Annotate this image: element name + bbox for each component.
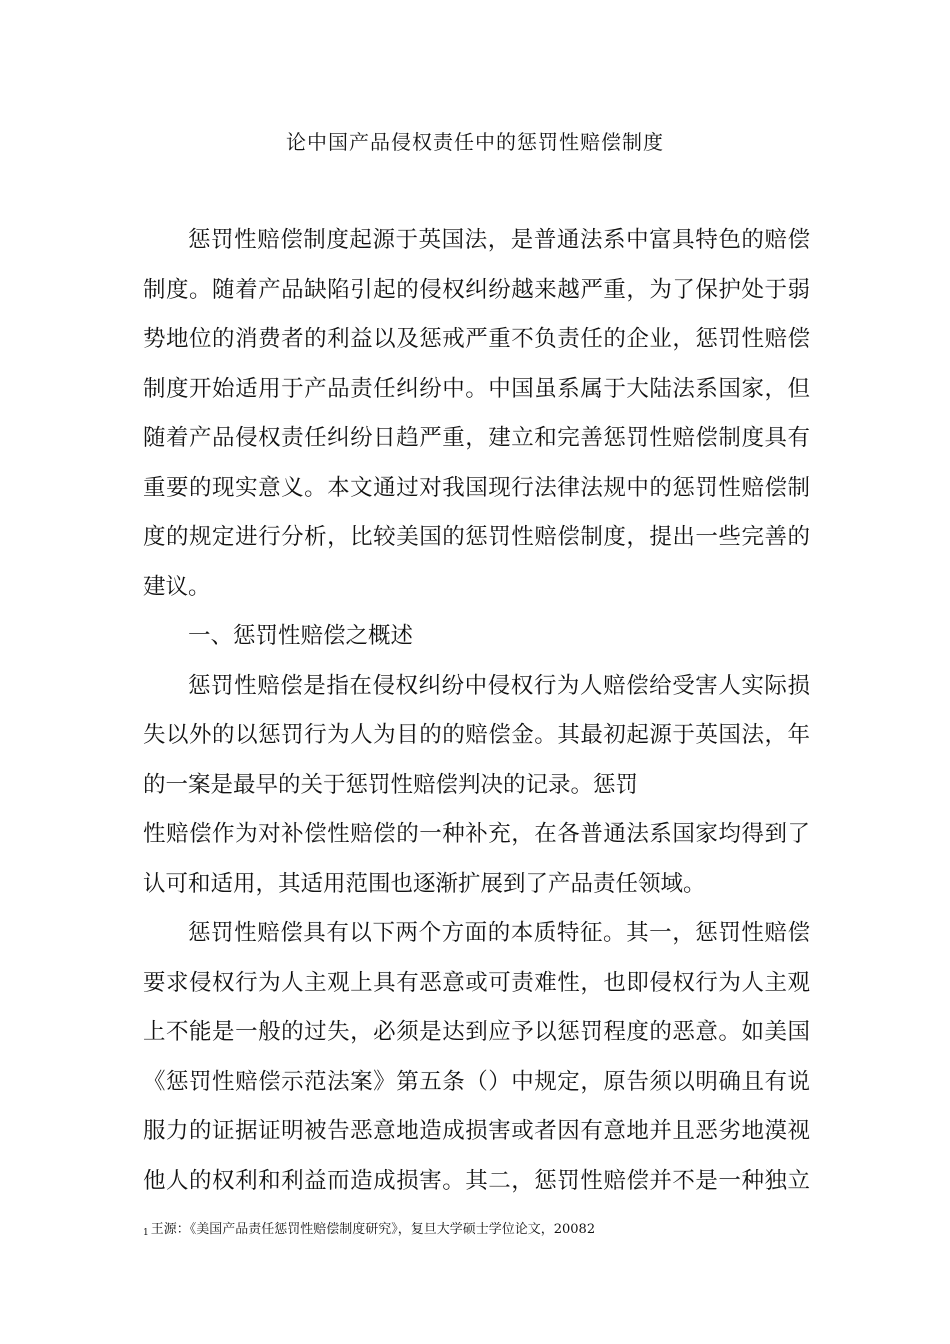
text-line: 一、惩罚性赔偿之概述 xyxy=(188,623,414,649)
text-line: 认可和适用，其适用范围也逐渐扩展到了产品责任领域。 xyxy=(143,870,706,897)
footnote xyxy=(143,1221,595,1242)
text-line: 性赔偿作为对补偿性赔偿的一种补充，在各普通法系国家均得到了 xyxy=(143,821,810,847)
footnote-text: 王源：《美国产品责任惩罚性赔偿制度研究》，复旦大学硕士学位论文，20082 xyxy=(150,1222,596,1237)
text-line: 制度。随着产品缺陷引起的侵权纠纷越来越严重，为了保护处于弱 xyxy=(143,276,810,303)
text-line: 惩罚性赔偿是指在侵权纠纷中侵权行为人赔偿给受害人实际损 xyxy=(188,672,810,699)
text-line: 随着产品侵权责任纠纷日趋严重，建立和完善惩罚性赔偿制度具有 xyxy=(143,425,810,451)
text-line: 的一案是最早的关于惩罚性赔偿判决的记录。惩罚 xyxy=(143,771,639,798)
text-line: 势地位的消费者的利益以及惩戒严重不负责任的企业，惩罚性赔偿 xyxy=(143,326,810,352)
text-line: 《惩罚性赔偿示范法案》第五条（）中规定，原告须以明确且有说 xyxy=(143,1068,810,1095)
document-title: 论中国产品侵权责任中的惩罚性赔偿制度 xyxy=(286,130,664,154)
text-line: 他人的权利和利益而造成损害。其二，惩罚性赔偿并不是一种独立 xyxy=(143,1167,810,1194)
text-line: 惩罚性赔偿制度起源于英国法，是普通法系中富具特色的赔偿 xyxy=(188,227,810,253)
body-text xyxy=(143,216,810,1206)
text-line: 重要的现实意义。本文通过对我国现行法律法规中的惩罚性赔偿制 xyxy=(143,474,810,501)
text-line: 制度开始适用于产品责任纠纷中。中国虽系属于大陆法系国家，但 xyxy=(143,375,810,402)
text-line: 度的规定进行分析，比较美国的惩罚性赔偿制度，提出一些完善的 xyxy=(143,524,810,550)
text-line: 上不能是一般的过失，必须是达到应予以惩罚程度的恶意。如美国 xyxy=(143,1019,810,1045)
footnote-mark: 1 xyxy=(143,1228,149,1238)
text-line: 惩罚性赔偿具有以下两个方面的本质特征。其一，惩罚性赔偿 xyxy=(188,920,810,946)
text-line: 要求侵权行为人主观上具有恶意或可责难性，也即侵权行为人主观 xyxy=(143,969,810,996)
text-line: 失以外的以惩罚行为人为目的的赔偿金。其最初起源于英国法，年 xyxy=(143,722,810,748)
text-line: 建议。 xyxy=(143,573,211,600)
text-line: 服力的证据证明被告恶意地造成损害或者因有意地并且恶劣地漠视 xyxy=(143,1118,810,1144)
